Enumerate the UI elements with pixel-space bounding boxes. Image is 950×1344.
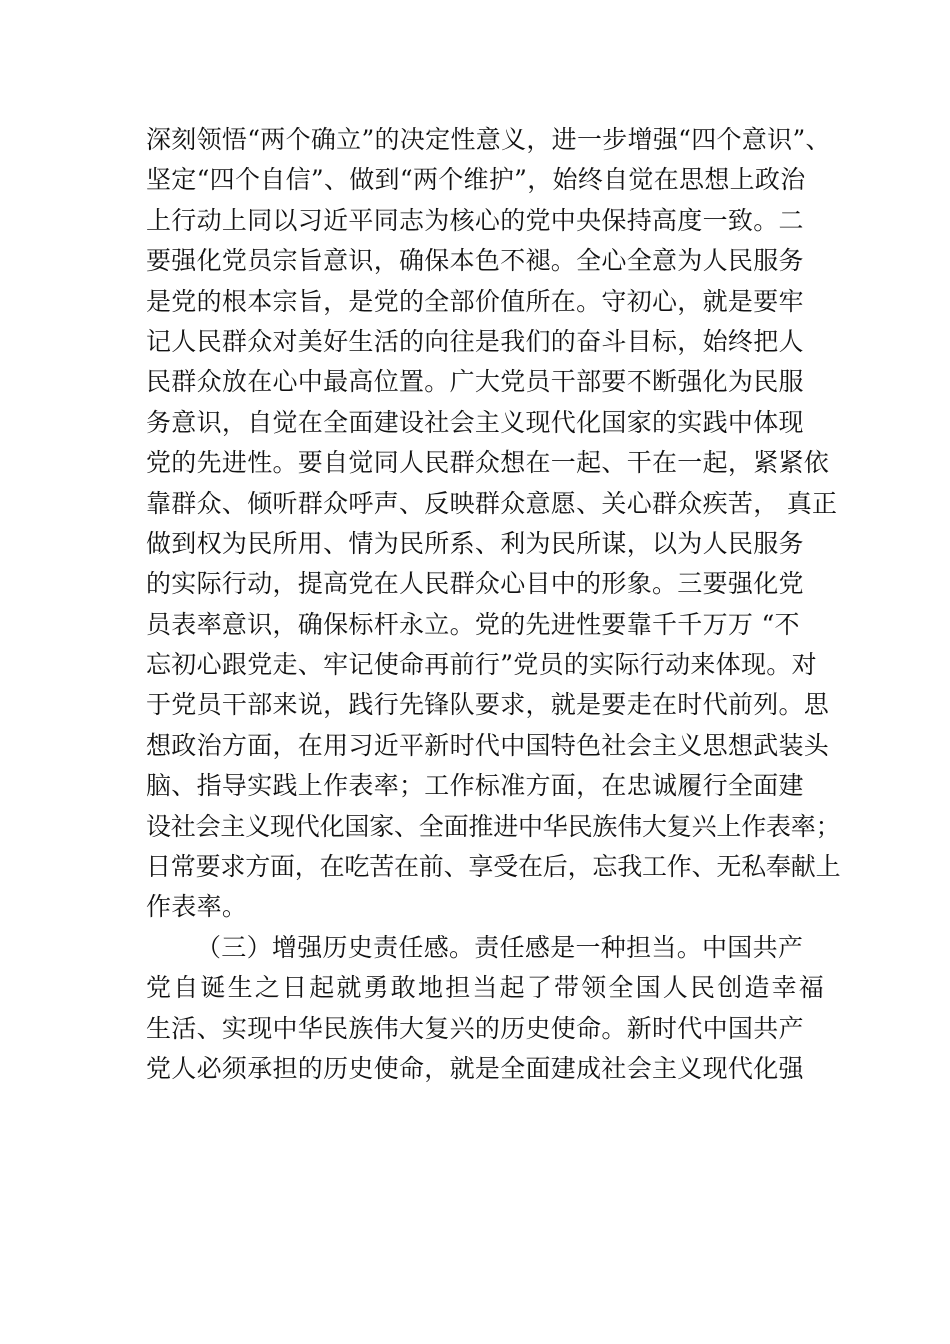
text-line: 靠群众、倾听群众呼声、反映群众意愿、关心群众疾苦， 真正	[146, 488, 838, 518]
text-line: 做到权为民所用、情为民所系、利为民所谋，以为人民服务	[146, 528, 804, 558]
text-line: 设社会主义现代化国家、全面推进中华民族伟大复兴上作表率；	[146, 811, 841, 841]
text-line: 坚定“四个自信”、做到“两个维护”，始终自觉在思想上政治	[146, 165, 806, 195]
text-line: 作表率。	[146, 892, 248, 922]
text-line: 党自诞生之日起就勇敢地担当起了带领全国人民创造幸福	[146, 973, 827, 1003]
text-line: 党的先进性。要自觉同人民群众想在一起、干在一起，紧紧依	[146, 448, 830, 478]
text-line: 于党员干部来说，践行先锋队要求，就是要走在时代前列。思	[146, 690, 830, 720]
text-line: 上行动上同以习近平同志为核心的党中央保持高度一致。二	[146, 205, 804, 235]
text-line: 的实际行动，提高党在人民群众心目中的形象。三要强化党	[146, 569, 804, 599]
body-text	[146, 120, 846, 1089]
text-line: 深刻领悟“两个确立”的决定性意义，进一步增强“四个意识”、	[146, 125, 831, 154]
text-line: 党人必须承担的历史使命，就是全面建成社会主义现代化强	[146, 1053, 804, 1083]
text-line: 民群众放在心中最高位置。广大党员干部要不断强化为民服	[146, 367, 804, 397]
text-line: 是党的根本宗旨，是党的全部价值所在。守初心，就是要牢	[146, 286, 804, 316]
text-line: 忘初心跟党走、牢记使命再前行”党员的实际行动来体现。对	[146, 650, 817, 680]
text-line: 想政治方面，在用习近平新时代中国特色社会主义思想武装头	[146, 730, 830, 760]
section-heading-line: （三）增强历史责任感。责任感是一种担当。中国共产	[196, 932, 804, 962]
text-line: 日常要求方面，在吃苦在前、享受在后，忘我工作、无私奉献上	[146, 852, 841, 882]
text-line: 务意识，自觉在全面建设社会主义现代化国家的实践中体现	[146, 407, 804, 437]
text-line: 脑、指导实践上作表率；工作标准方面，在忠诚履行全面建	[146, 771, 804, 801]
text-line: 员表率意识，确保标杆永立。党的先进性要靠千千万万 “不	[146, 609, 800, 639]
text-line: 生活、实现中华民族伟大复兴的历史使命。新时代中国共产	[146, 1013, 804, 1043]
text-line: 要强化党员宗旨意识，确保本色不褪。全心全意为人民服务	[146, 246, 804, 276]
text-line: 记人民群众对美好生活的向往是我们的奋斗目标，始终把人	[146, 326, 804, 356]
